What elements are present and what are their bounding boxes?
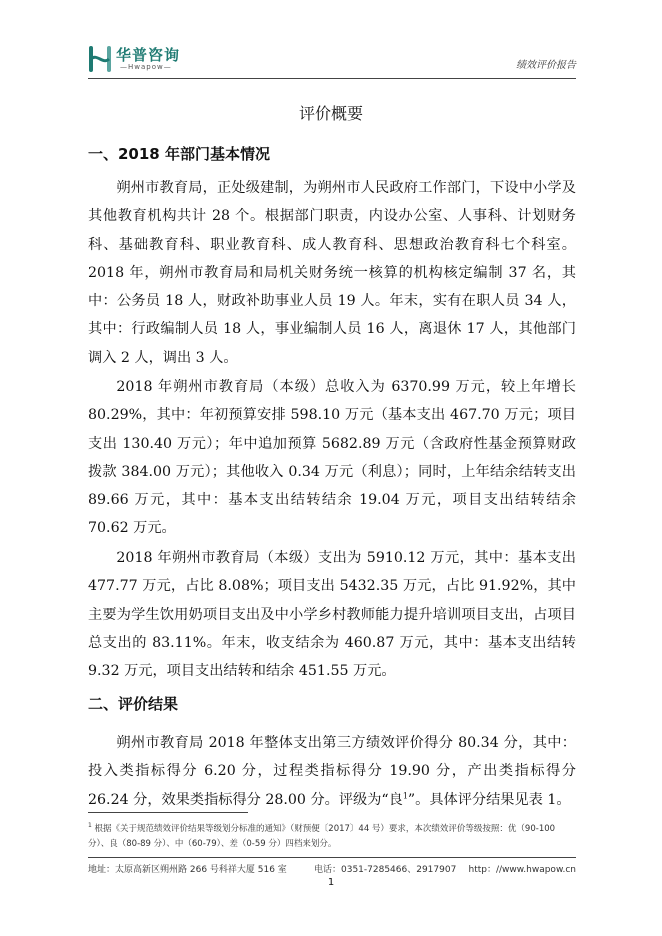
- footnote-divider: [88, 812, 248, 813]
- results-text: 朔州市教育局 2018 年整体支出第三方绩效评价得分 80.34 分，其中：投入类指标得分 6.20 分，过程类指标得分 19.90 分，产出类指标得分 26.24 分，效果类指标得分 28.00 分。评级为“良: [88, 735, 576, 808]
- body-paragraph: 2018 年朔州市教育局（本级）总收入为 6370.99 万元，较上年增长 80.29%，其中：年初预算安排 598.10 万元（基本支出 467.70 万元；项目支出 130.40 万元）；年中追加预算 5682.89 万元（含政府性基金预算财政拨款 384.00 万元）；其他收入 0.34 万元（利息）；同时，上年结余结转支出 89.66 万元，其中：基本支出结转结余 19.04 万元，项目支出结转结余 70.62 万元。: [88, 379, 576, 537]
- logo-mark-icon: [88, 46, 112, 72]
- report-type-label: 绩效评价报告: [516, 60, 576, 71]
- company-logo: [88, 46, 238, 76]
- footnote-reference: 1: [402, 790, 408, 800]
- section-heading-basic-info: 一、2018 年部门基本情况: [88, 145, 270, 163]
- footer-divider: [88, 857, 576, 858]
- footer-address: 地址：太原高新区朔州路 266 号科祥大厦 516 室: [88, 865, 287, 875]
- page-number: 1: [327, 877, 335, 888]
- footnote-mark: 1: [88, 822, 92, 829]
- footer-website: http：//www.hwapow.cn: [468, 865, 576, 875]
- page-title: 评价概要: [298, 104, 363, 123]
- body-paragraph-results: [88, 729, 576, 814]
- header-divider: [88, 78, 576, 79]
- logo-chinese-text: 华普咨询: [116, 46, 181, 64]
- body-paragraph: 朔州市教育局，正处级建制，为朔州市人民政府工作部门，下设中小学及其他教育机构共计 28 个。根据部门职责，内设办公室、人事科、计划财务科、基础教育科、职业教育科、成人教育科、思想政治教育科七个科室。2018 年，朔州市教育局和局机关财务统一核算的机构核定编制 37 名，其中：公务员 18 人，财政补助事业人员 19 人。年末，实有在职人员 34 人，其中：行政编制人员 18 人，事业编制人员 16 人，离退休 17 人，其他部门调入 2 人，调出 3 人。: [88, 180, 576, 366]
- footnote: [88, 818, 576, 852]
- page-footer: [88, 862, 576, 876]
- page-header: [88, 42, 576, 78]
- section-heading-results: 二、评价结果: [88, 695, 179, 713]
- footer-phone: 电话：0351-7285466、2917907: [314, 865, 457, 875]
- body-paragraph: 2018 年朔州市教育局（本级）支出为 5910.12 万元，其中：基本支出 477.77 万元，占比 8.08%；项目支出 5432.35 万元，占比 91.92%，其中主要为学生饮用奶项目支出及中小学乡村教师能力提升培训项目支出，占项目总支出的 83.11%。年末，收支结余为 460.87 万元，其中：基本支出结转 9.32 万元，项目支出结转和结余 451.55 万元。: [88, 550, 576, 680]
- logo-english-text: —Hwapow—: [120, 63, 172, 71]
- footnote-text: 根据《关于规范绩效评价结果等级划分标准的通知》（财预便〔2017〕44 号）要求，本次绩效评价等级按照：优（90-100 分）、良（80-89 分）、中（60-79）、差（0-59 分）四档来划分。: [88, 823, 556, 849]
- results-text-end: ”。具体评分结果见表 1。: [407, 791, 571, 808]
